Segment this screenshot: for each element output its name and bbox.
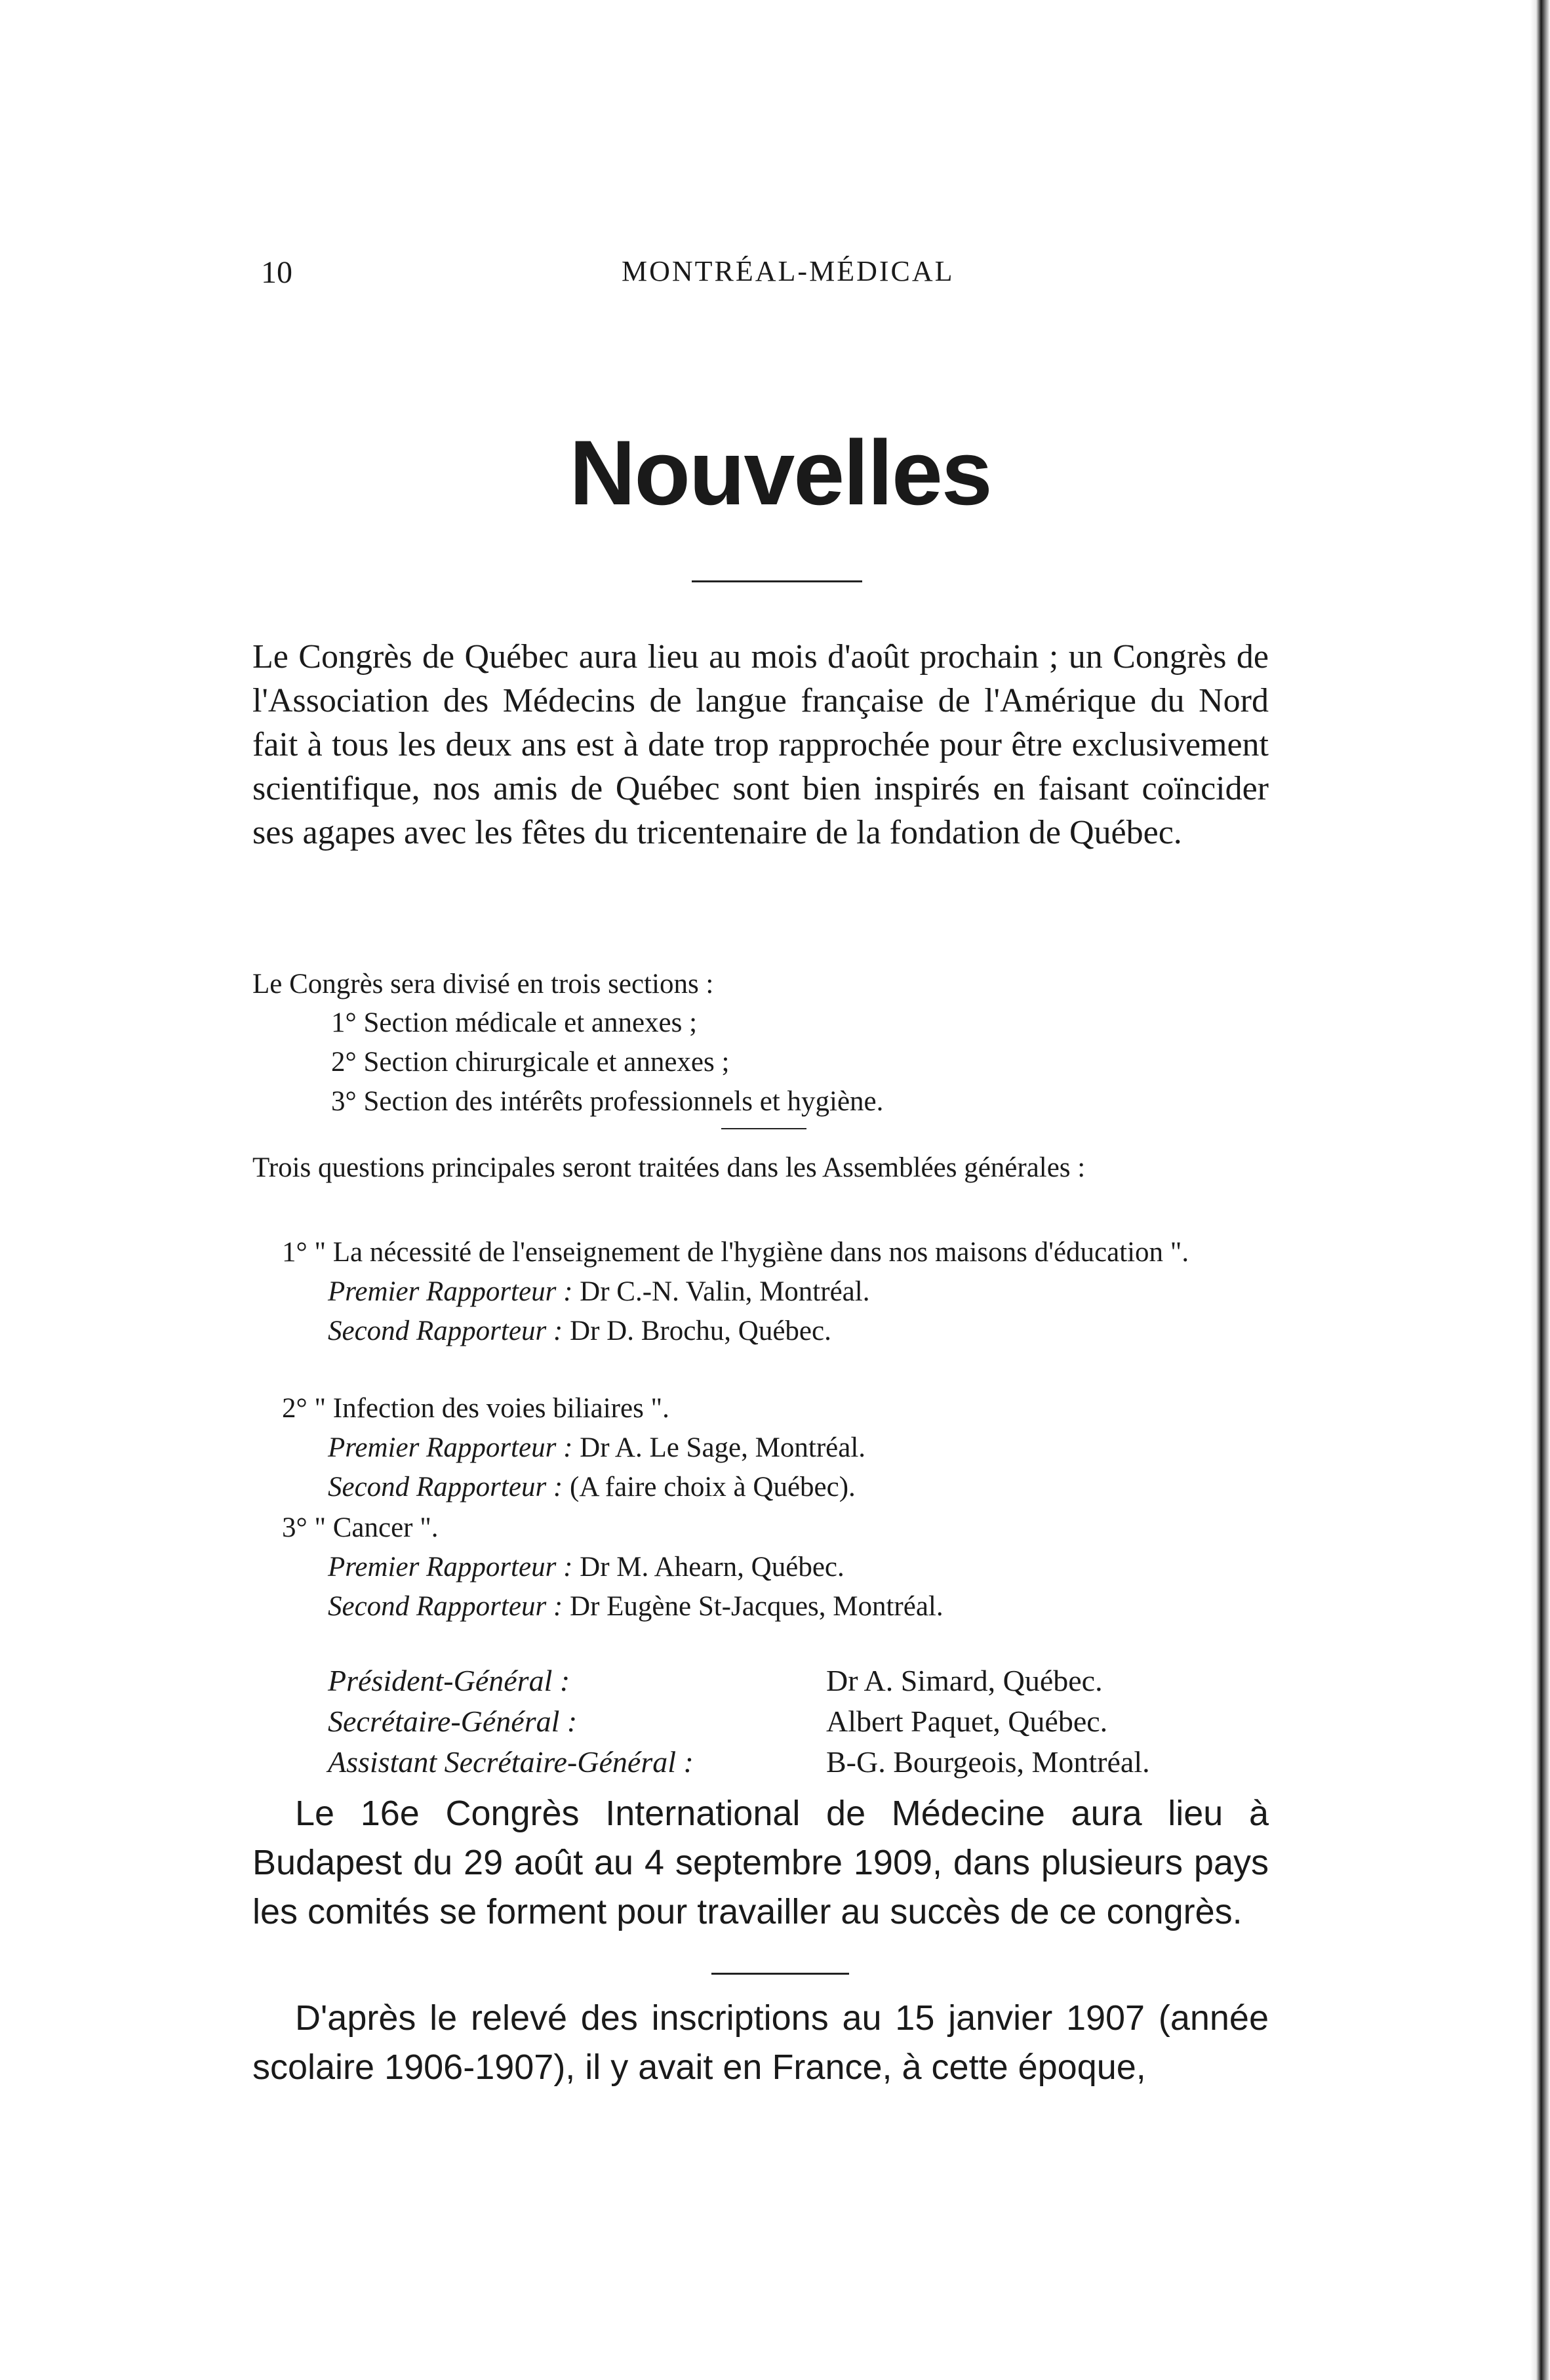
rapporteur-label: Premier Rapporteur : [328,1432,573,1463]
rapporteur-line [282,1587,1265,1626]
officer-name: Albert Paquet, Québec. [826,1704,1108,1738]
rapporteur-label: Second Rapporteur : [328,1472,563,1503]
rapporteur-line [282,1428,1265,1468]
rapporteur-label: Premier Rapporteur : [328,1276,573,1307]
rapporteur-line [252,1312,1275,1351]
running-head: MONTRÉAL-MÉDICAL [622,255,955,287]
question-title: 3° " Cancer ". [282,1512,439,1543]
officer-name: B-G. Bourgeois, Montréal. [826,1745,1150,1779]
officer-role: Secrétaire-Général : [328,1704,578,1738]
rapporteur-label: Premier Rapporteur : [328,1552,573,1583]
rapporteur-label: Second Rapporteur : [328,1316,563,1346]
rapporteur-name: Dr Eugène St-Jacques, Montréal. [570,1591,944,1622]
officer-role: Président-Général : [328,1664,570,1697]
page-header [261,254,1258,294]
rapporteur-line [282,1468,1265,1507]
section-title: Nouvelles [569,421,991,524]
divider-rule [692,580,862,582]
question-title: 2° " Infection des voies biliaires ". [282,1393,669,1424]
question-3 [282,1508,1265,1626]
rapporteur-line [252,1272,1275,1312]
scan-edge [1530,0,1550,2380]
paragraph-budapest: Le 16e Congrès International de Médecine aura lieu à Budapest du 29 août au 4 septembre 1909, dans plusieurs pays les comités se forment pour travailler au succès de ce congrès. [252,1794,1269,1931]
list-item: 2° Section chirurgicale et annexes ; [331,1047,730,1078]
rapporteur-name: Dr D. Brochu, Québec. [570,1316,831,1346]
divider-rule [721,1128,806,1129]
table-row [328,1701,1150,1742]
divider-rule [711,1973,849,1975]
question-2 [282,1389,1265,1507]
question-1 [252,1233,1275,1351]
sections-list [331,1003,883,1121]
question-title: 1° " La nécessité de l'enseignement de l'hygiène dans nos maisons d'éducation ". [282,1237,1189,1268]
officer-name: Dr A. Simard, Québec. [826,1664,1103,1697]
rapporteur-name: Dr C.-N. Valin, Montréal. [580,1276,870,1307]
officers-table [328,1661,1150,1783]
rapporteur-name: Dr A. Le Sage, Montréal. [580,1432,866,1463]
rapporteur-label: Second Rapporteur : [328,1591,563,1622]
paragraph-sections-intro: Le Congrès sera divisé en trois sections : [252,969,714,999]
list-item: 3° Section des intérêts professionnels et hygiène. [331,1086,884,1117]
paragraph-questions-intro: Trois questions principales seront traitées dans les Assemblées générales : [252,1152,1086,1183]
table-row [328,1742,1150,1783]
rapporteur-name: Dr M. Ahearn, Québec. [580,1552,845,1583]
rapporteur-name: (A faire choix à Québec). [570,1472,856,1503]
officer-role: Assistant Secrétaire-Général : [328,1745,694,1779]
list-item: 1° Section médicale et annexes ; [331,1007,698,1038]
rapporteur-line [282,1548,1265,1587]
paragraph-releve: D'après le relevé des inscriptions au 15 janvier 1907 (année scolaire 1906-1907), il y avait en France, à cette époque, [252,1998,1269,2087]
table-row [328,1661,1150,1701]
page-number: 10 [261,255,292,290]
paragraph-congres-quebec: Le Congrès de Québec aura lieu au mois d'août prochain ; un Congrès de l'Association des Médecins de langue française de l'Amérique du Nord fait à tous les deux ans est à date trop rapprochée pour être exclusivement scientifique, nos amis de Québec sont bien inspirés en faisant coïncider ses agapes avec les fêtes du tricentenaire de la fondation de Québec. [252,638,1269,851]
